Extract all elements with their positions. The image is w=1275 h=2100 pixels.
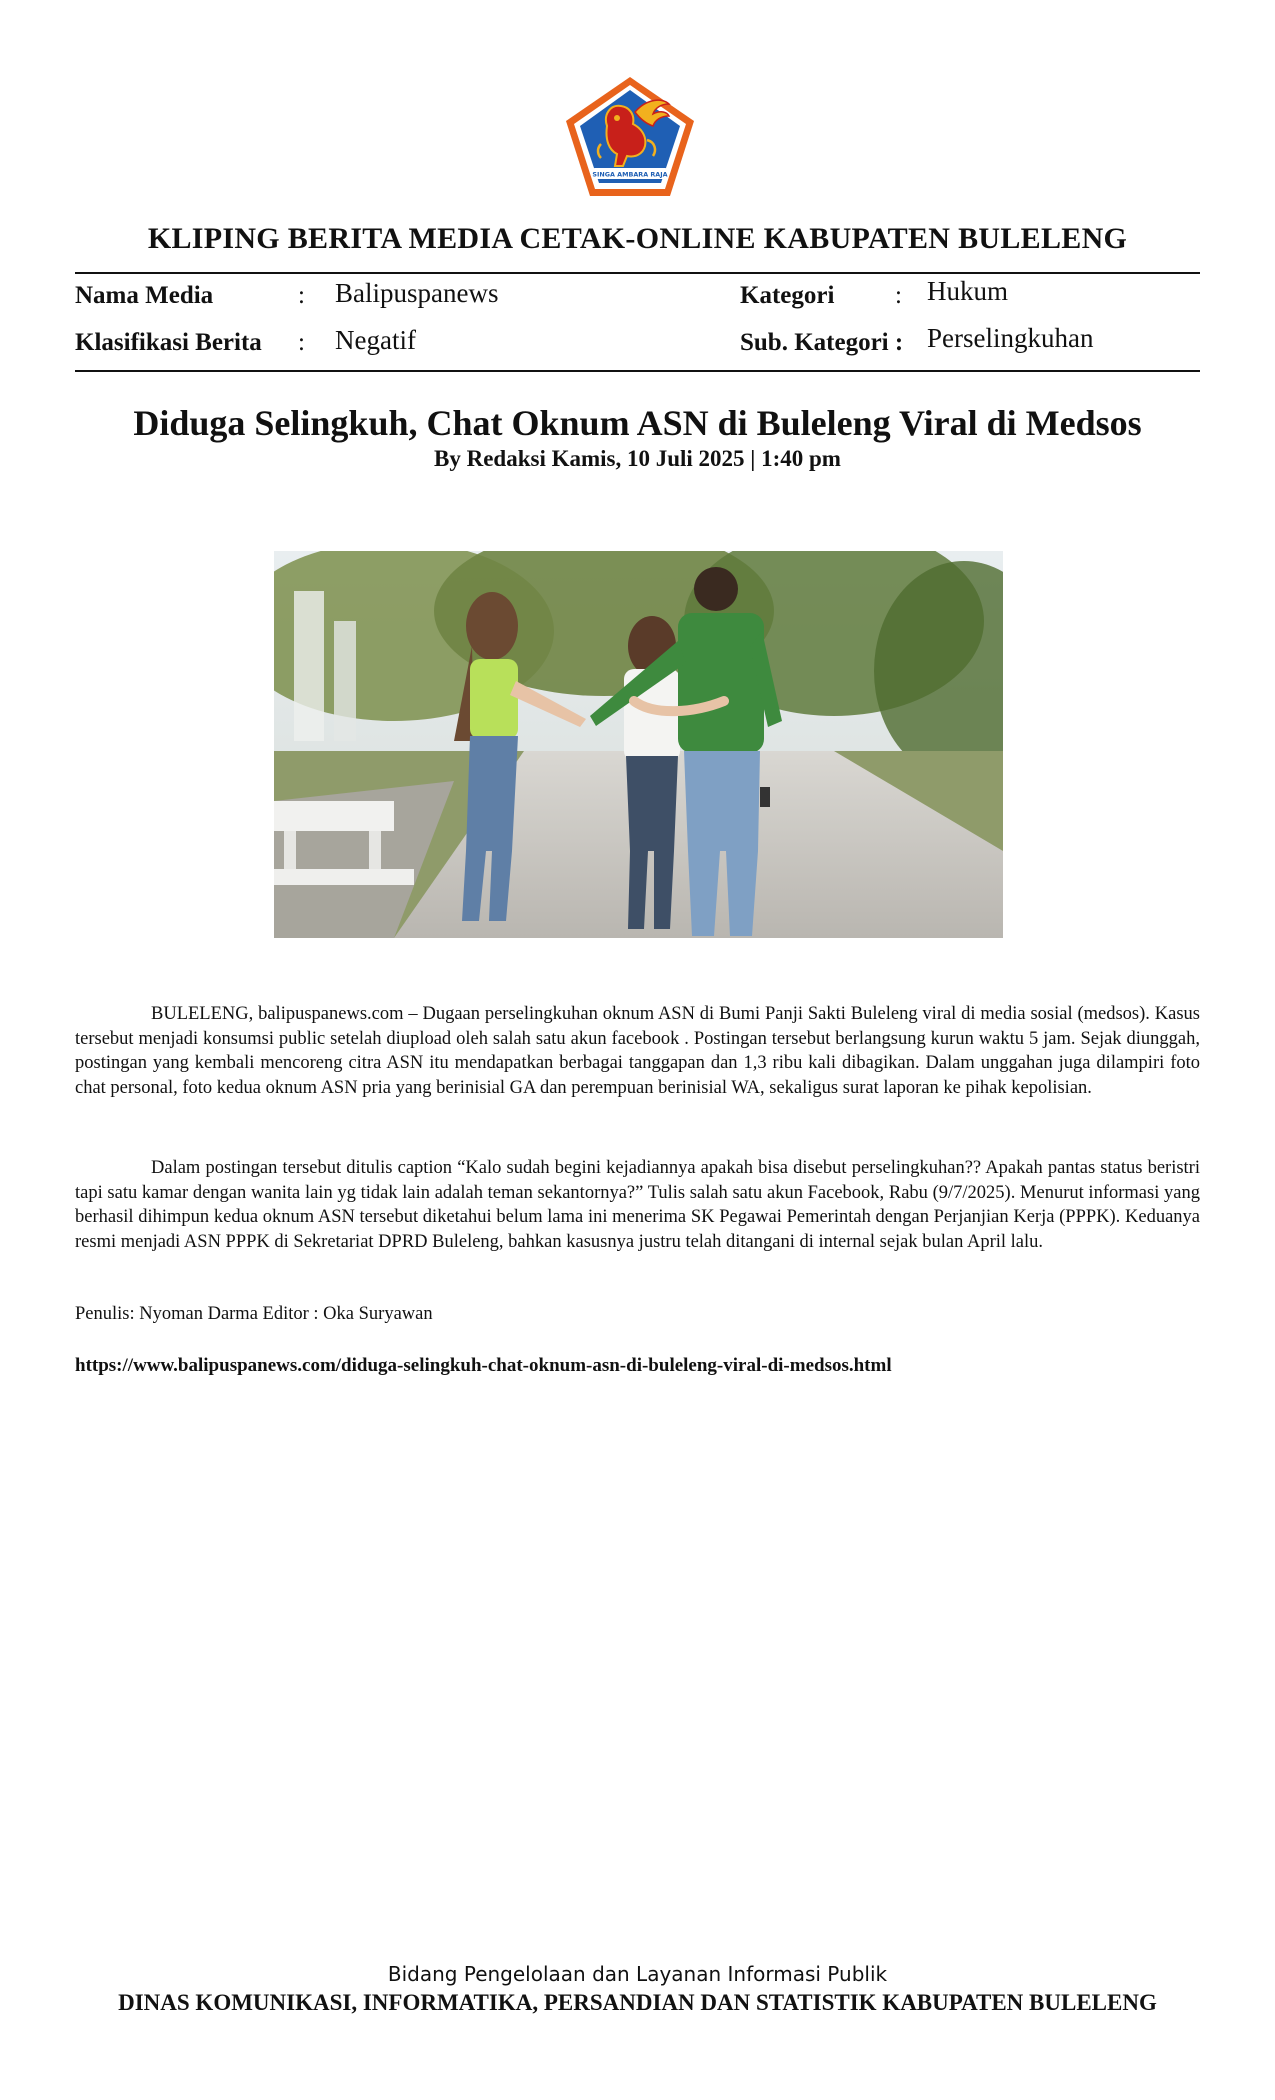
article-headline: Diduga Selingkuh, Chat Oknum ASN di Buleleng Viral di Medsos — [133, 403, 1142, 443]
media-name-value: Balipuspanews — [335, 278, 499, 308]
source-url-link[interactable]: https://www.balipuspanews.com/diduga-selingkuh-chat-oknum-asn-di-buleleng-viral-di-medsos.html — [75, 1355, 892, 1376]
logo-motto: SINGA AMBARA RAJA — [592, 170, 668, 179]
article-byline: By Redaksi Kamis, 10 Juli 2025 | 1:40 pm — [434, 446, 841, 471]
document-title: KLIPING BERITA MEDIA CETAK-ONLINE KABUPATEN BULELENG — [147, 222, 1128, 255]
classification-label: Klasifikasi Berita — [75, 329, 262, 356]
classification-value: Negatif — [335, 325, 416, 355]
subcategory-label: Sub. Kategori : — [740, 329, 904, 356]
article-paragraph-2: Dalam postingan tersebut ditulis caption “Kalo sudah begini kejadiannya apakah bisa disebut perselingkuhan?? Apakah pantas status beristri tapi satu kamar dengan wanita lain yg tidak lain adalah teman sekantornya?” Tulis salah satu akun Facebook, Rabu (9/7/2025). Menurut informasi yang berhasil dihimpun kedua oknum ASN tersebut diketahui belum lama ini menerima SK Pegawai Pemerintah dengan Perjanjian Kerja (PPPK). Keduanya resmi menjadi ASN PPPK di Sekretariat DPRD Buleleng, bahkan kasusnya justru telah ditangani di internal sejak bulan April lalu. — [75, 1158, 1200, 1252]
regency-emblem-logo — [563, 74, 697, 200]
media-name-colon: : — [298, 282, 305, 309]
article-photo — [274, 551, 1003, 938]
article-paragraph-1: BULELENG, balipuspanews.com – Dugaan perselingkuhan oknum ASN di Bumi Panji Sakti Buleleng viral di media sosial (medsos). Kasus tersebut menjadi konsumsi public setelah diupload oleh salah satu akun facebook . Postingan tersebut berlangsung kurun waktu 5 jam. Sejak diunggah, postingan yang kembali mencoreng citra ASN itu mendapatkan berbagai tanggapan dan 1,3 ribu kali dibagikan. Dalam unggahan juga dilampiri foto chat personal, foto kedua oknum ASN pria yang berinisial GA dan perempuan berinisial WA, sekaligus surat laporan ke pihak kepolisian. — [75, 1004, 1200, 1098]
media-name-label: Nama Media — [75, 282, 214, 309]
article-credits: Penulis: Nyoman Darma Editor : Oka Suryawan — [75, 1304, 433, 1324]
classification-colon: : — [298, 329, 305, 356]
footer-division: Bidang Pengelolaan dan Layanan Informasi Publik — [387, 1962, 888, 1986]
header-top-rule — [75, 272, 1200, 274]
category-colon: : — [895, 282, 902, 309]
subcategory-value: Perselingkuhan — [927, 323, 1094, 353]
category-value: Hukum — [927, 276, 1008, 306]
category-label: Kategori — [740, 282, 835, 309]
header-bottom-rule — [75, 370, 1200, 372]
footer-agency: DINAS KOMUNIKASI, INFORMATIKA, PERSANDIAN DAN STATISTIK KABUPATEN BULELENG — [118, 1990, 1157, 2015]
